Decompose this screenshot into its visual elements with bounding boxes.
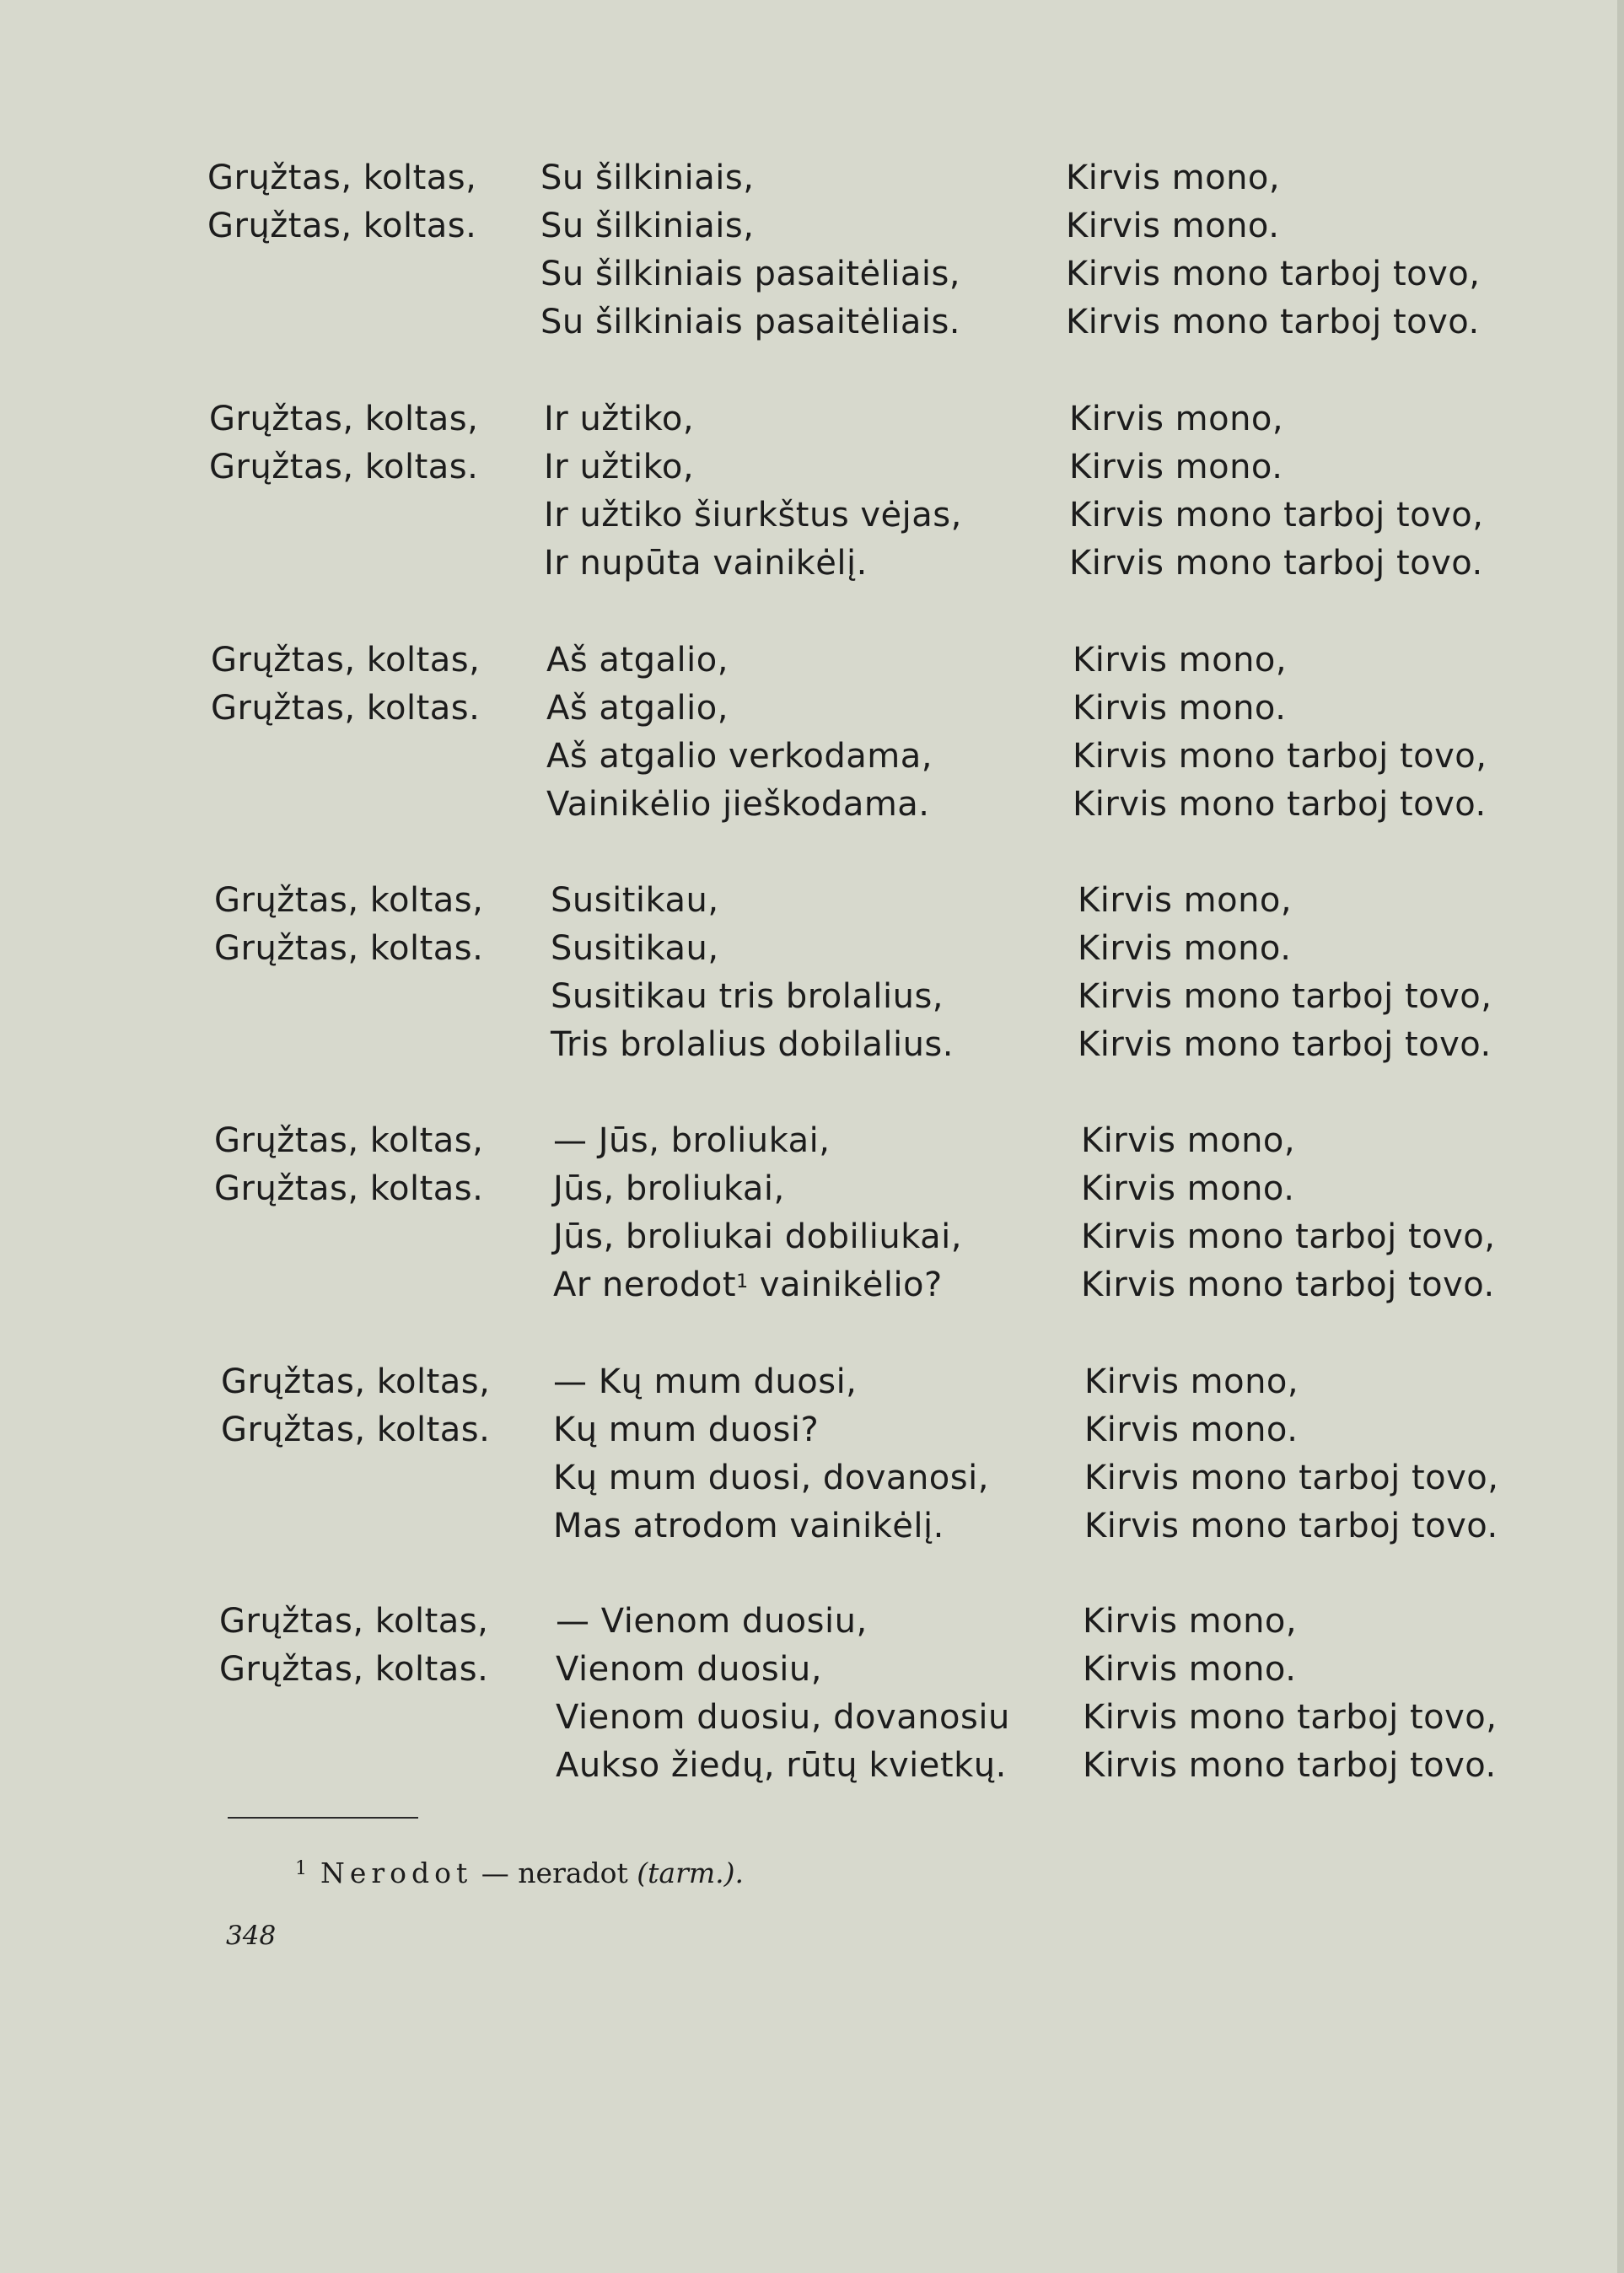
verse-line: Su šilkiniais, [540,159,755,197]
verse-line: Kirvis mono. [1084,1411,1299,1449]
stanza-7-refrain-right [1083,1598,1497,1790]
verse-line: Kirvis mono tarboj tovo, [1078,977,1492,1016]
verse-line: Vienom duosiu, [556,1650,822,1689]
verse-line: Kirvis mono, [1069,400,1284,438]
verse-line: — Jūs, broliukai, [553,1121,831,1160]
stanza-6 [0,1358,1624,1561]
verse-line: Grųžtas, koltas, [211,641,481,680]
verse-line: Kirvis mono, [1073,641,1288,680]
verse-line [553,1261,962,1309]
stanza-3-verse [546,637,933,829]
stanza-2-refrain-left [209,395,478,492]
stanza-5-verse [553,1117,962,1309]
stanza-6-refrain-left [221,1358,490,1454]
verse-line: Kirvis mono tarboj tovo. [1083,1746,1497,1785]
verse-line: Grųžtas, koltas. [207,207,477,245]
verse-line: Grųžtas, koltas, [209,400,479,438]
footnote-rule [228,1817,418,1819]
verse-line: Grųžtas, koltas. [214,929,484,968]
verse-line: Kirvis mono, [1084,1362,1299,1401]
verse-line: Aukso žiedų, rūtų kvietkų. [556,1746,1007,1785]
verse-line: Vainikėlio jieškodama. [546,785,930,824]
verse-line: Su šilkiniais, [540,207,755,245]
verse-line: Kirvis mono tarboj tovo. [1081,1265,1495,1304]
footnote-mark: 1 [295,1858,307,1879]
verse-line: Kirvis mono, [1083,1602,1298,1641]
verse-line: Kirvis mono, [1081,1121,1296,1160]
verse-line: Grųžtas, koltas, [221,1362,491,1401]
verse-line: Ir nupūta vainikėlį. [544,544,868,583]
verse-line: Kirvis mono. [1066,207,1280,245]
stanza-4-refrain-left [214,877,483,973]
stanza-5-refrain-right [1081,1117,1495,1309]
verse-line: Grųžtas, koltas, [219,1602,489,1641]
verse-line: Su šilkiniais pasaitėliais. [540,303,961,341]
verse-line: Kirvis mono tarboj tovo. [1084,1507,1498,1545]
verse-line: Kirvis mono, [1078,881,1293,920]
verse-line: Kirvis mono. [1073,689,1287,728]
verse-line: Ir užtiko, [544,400,695,438]
verse-line: Kirvis mono tarboj tovo. [1066,303,1480,341]
verse-line: Kirvis mono. [1078,929,1292,968]
verse-line: Su šilkiniais pasaitėliais, [540,255,961,293]
stanza-4-refrain-right [1078,877,1492,1069]
verse-line: Kų mum duosi? [553,1411,820,1449]
stanza-1-refrain-left [207,154,476,250]
verse-line: Kirvis mono tarboj tovo, [1069,496,1484,535]
verse-line: Kirvis mono tarboj tovo, [1084,1459,1499,1497]
footnote [295,1857,744,1889]
verse-line: Kirvis mono. [1081,1169,1295,1208]
stanza-7-refrain-left [219,1598,488,1694]
verse-line: Ir užtiko šiurkštus vėjas, [544,496,962,535]
stanza-3-refrain-right [1073,637,1487,829]
stanza-2-verse [544,395,962,588]
stanza-6-verse [553,1358,989,1550]
verse-line: — Kų mum duosi, [553,1362,858,1401]
stanza-6-refrain-right [1084,1358,1498,1550]
footnote-note: (tarm.). [637,1857,745,1889]
verse-line: Kirvis mono. [1069,448,1283,486]
stanza-2 [0,395,1624,598]
verse-line: — Vienom duosiu, [556,1602,868,1641]
footnote-term: Nerodot [320,1857,473,1889]
stanza-3 [0,637,1624,839]
verse-line: Grųžtas, koltas. [211,689,481,728]
stanza-3-refrain-left [211,637,480,733]
verse-line-end: vainikėlio? [748,1265,943,1304]
verse-line: Aš atgalio verkodama, [546,737,933,776]
stanza-4 [0,877,1624,1079]
verse-line: Kirvis mono tarboj tovo, [1066,255,1481,293]
verse-line: Kirvis mono tarboj tovo, [1083,1698,1498,1737]
stanza-1-verse [540,154,960,347]
footnote-marker: 1 [736,1271,749,1292]
verse-line: Kirvis mono tarboj tovo. [1069,544,1483,583]
verse-line: Kirvis mono tarboj tovo, [1073,737,1487,776]
verse-line: Grųžtas, koltas. [219,1650,489,1689]
verse-line: Susitikau, [551,881,719,920]
verse-line: Grųžtas, koltas, [214,1121,484,1160]
verse-line: Aš atgalio, [546,641,729,680]
verse-line: Grųžtas, koltas. [214,1169,484,1208]
verse-line: Grųžtas, koltas, [207,159,477,197]
stanza-7-verse [556,1598,1010,1790]
stanza-7 [0,1598,1624,1800]
verse-line: Vienom duosiu, dovanosiu [556,1698,1010,1737]
verse-line: Grųžtas, koltas. [209,448,479,486]
verse-line: Kirvis mono, [1066,159,1281,197]
footnote-meaning: neradot [518,1857,637,1889]
verse-line: Kų mum duosi, dovanosi, [553,1459,989,1497]
verse-line: Aš atgalio, [546,689,729,728]
verse-line: Kirvis mono. [1083,1650,1297,1689]
verse-line: Mas atrodom vainikėlį. [553,1507,944,1545]
verse-line: Jūs, broliukai dobiliukai, [553,1217,962,1256]
verse-line: Tris brolalius dobilalius. [551,1025,954,1064]
verse-line: Kirvis mono tarboj tovo. [1073,785,1487,824]
verse-line: Jūs, broliukai, [553,1169,785,1208]
verse-line-start: Ar nerodot [553,1265,737,1304]
page-number: 348 [226,1921,277,1951]
verse-line: Susitikau tris brolalius, [551,977,944,1016]
verse-line: Kirvis mono tarboj tovo, [1081,1217,1496,1256]
stanza-1-refrain-right [1066,154,1480,347]
stanza-5 [0,1117,1624,1319]
verse-line: Susitikau, [551,929,719,968]
stanza-5-refrain-left [214,1117,483,1213]
stanza-4-verse [551,877,954,1069]
stanza-1 [0,154,1624,357]
verse-line: Kirvis mono tarboj tovo. [1078,1025,1492,1064]
stanza-2-refrain-right [1069,395,1483,588]
footnote-dash: — [472,1857,519,1889]
verse-line: Ir užtiko, [544,448,695,486]
verse-line: Grųžtas, koltas, [214,881,484,920]
verse-line: Grųžtas, koltas. [221,1411,491,1449]
